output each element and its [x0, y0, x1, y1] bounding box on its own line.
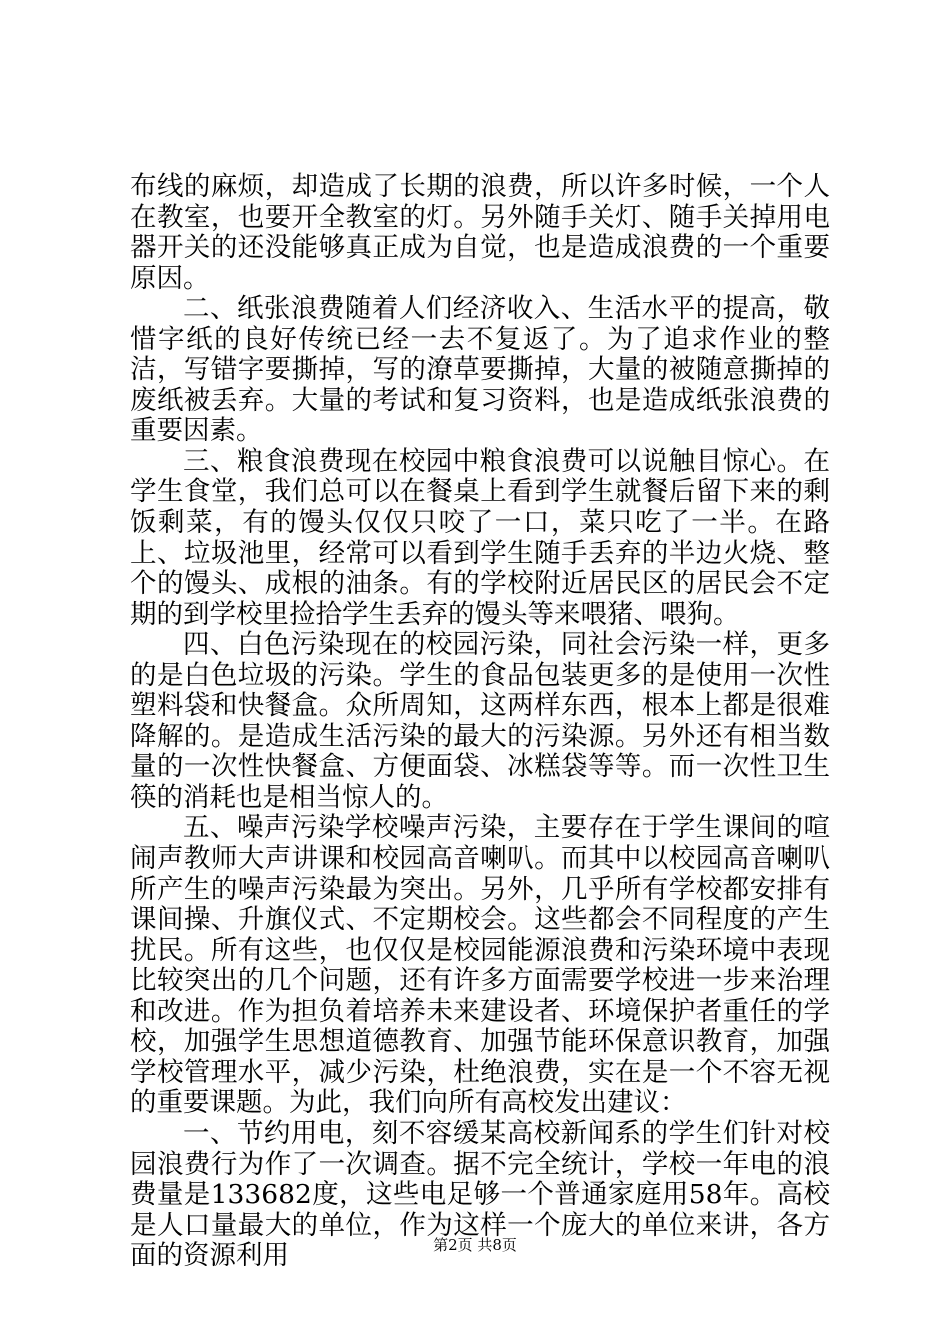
paragraph-noise-pollution: 五、噪声污染学校噪声污染，主要存在于学生课间的喧闹声教师大声讲课和校园高音喇叭。而其中以校园高音喇叭所产生的噪声污染最为突出。另外，几乎所有学校都安排有课间操、升旗仪式、不定期校会。这些都会不同程度的产生扰民。所有这些，也仅仅是校园能源浪费和污染环境中表现比较突出的几个问题，还有许多方面需要学校进一步来治理和改进。作为担负着培养未来建设者、环境保护者重任的学校，加强学生思想道德教育、加强节能环保意识教育，加强学校管理水平，减少污染，杜绝浪费，实在是一个不容无视的重要课题。为此，我们向所有高校发出建议：: [130, 812, 830, 1119]
paragraph-white-pollution: 四、白色污染现在的校园污染，同社会污染一样，更多的是白色垃圾的污染。学生的食品包装更多的是使用一次性塑料袋和快餐盒。众所周知，这两样东西，根本上都是很难降解的。是造成生活污染的最大的污染源。另外还有相当数量的一次性快餐盒、方便面袋、冰糕袋等等。而一次性卫生筷的消耗也是相当惊人的。: [130, 629, 830, 813]
page-number-footer: 第2页 共8页: [433, 1236, 517, 1254]
paragraph-food-waste: 三、粮食浪费现在校园中粮食浪费可以说触目惊心。在学生食堂，我们总可以在餐桌上看到学生就餐后留下来的剩饭剩菜，有的馒头仅仅只咬了一口，菜只吃了一半。在路上、垃圾池里，经常可以看到学生随手丢弃的半边火烧、整个的馒头、成根的油条。有的学校附近居民区的居民会不定期的到学校里捡拾学生丢弃的馒头等来喂猪、喂狗。: [130, 445, 830, 630]
paragraph-continuation: 布线的麻烦，却造成了长期的浪费，所以许多时候，一个人在教室，也要开全教室的灯。另外随手关灯、随手关掉用电器开关的还没能够真正成为自觉，也是造成浪费的一个重要原因。: [130, 171, 830, 294]
document-body: [130, 172, 830, 1272]
paragraph-save-electricity: 一、节约用电，刻不容缓某高校新闻系的学生们针对校园浪费行为作了一次调查。据不完全统计，学校一年电的浪费量是133682度，这些电足够一个普通家庭用58年。高校是人口量最大的单位，作为这样一个庞大的单位来讲，各方面的资源利用: [130, 1117, 830, 1272]
paragraph-paper-waste: 二、纸张浪费随着人们经济收入、生活水平的提高，敬惜字纸的良好传统已经一去不复返了。为了追求作业的整洁，写错字要撕掉，写的潦草要撕掉，大量的被随意撕掉的废纸被丢弃。大量的考试和复习资料，也是造成纸张浪费的重要因素。: [130, 293, 830, 447]
